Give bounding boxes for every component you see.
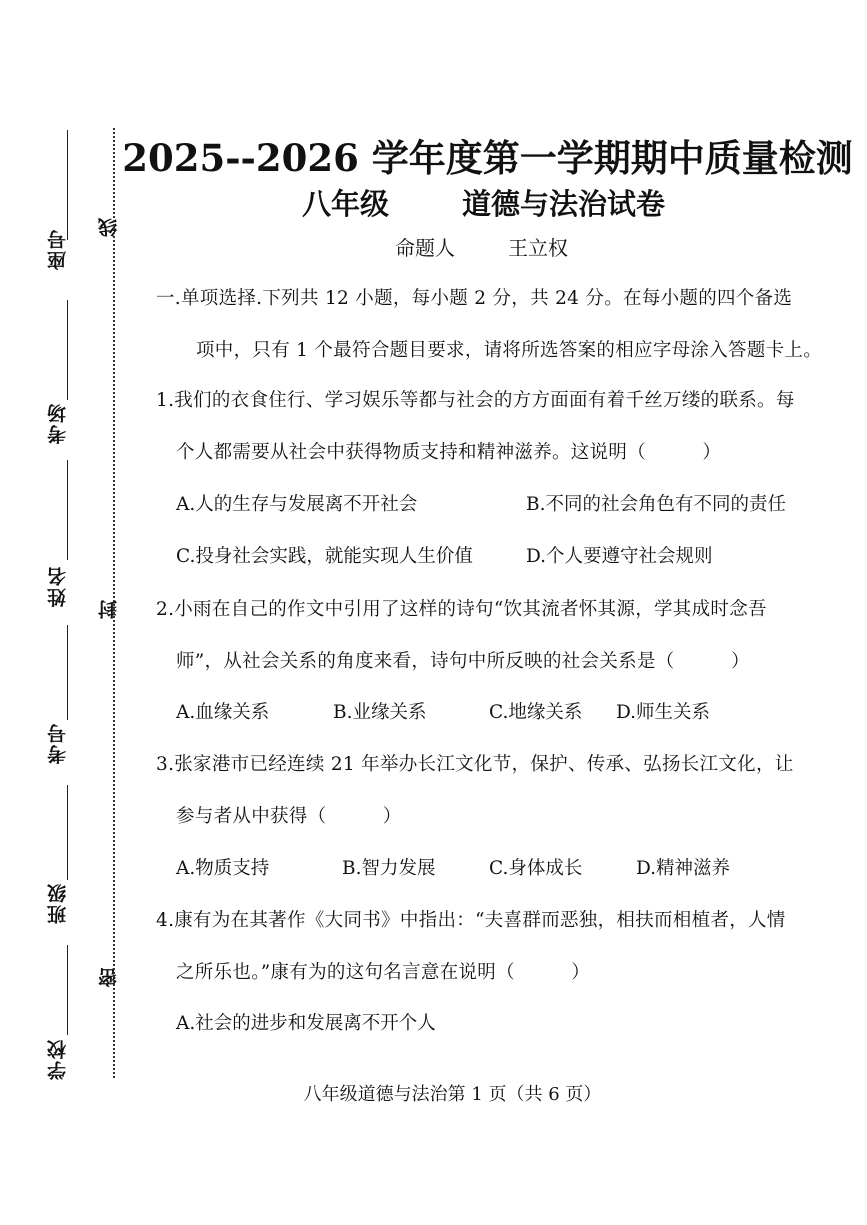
- question-text: 3.张家港市已经连续 21 年举办长江文化节，保护、传承、弘扬长江文化，让: [156, 754, 794, 775]
- seat-number-field: 座号: [47, 228, 69, 270]
- option-c: C.身体成长: [489, 858, 583, 879]
- class-field: 班级: [47, 882, 69, 924]
- margin-line: [67, 945, 68, 1035]
- seal-char-line: 线: [98, 218, 120, 237]
- option-b: B.不同的社会角色有不同的责任: [526, 494, 786, 515]
- option-b: B.智力发展: [342, 858, 436, 879]
- option-b: B.业缘关系: [333, 702, 427, 723]
- margin-line: [67, 460, 68, 560]
- cut-line: [113, 128, 115, 1078]
- option-a: A.物质支持: [176, 858, 270, 879]
- school-field: 学校: [47, 1038, 69, 1080]
- name-field: 姓名: [47, 565, 69, 607]
- exam-number-field: 考号: [47, 722, 69, 764]
- margin-line: [67, 625, 68, 720]
- question-text: 参与者从中获得（ ）: [176, 806, 402, 827]
- option-d: D.精神滋养: [636, 858, 731, 879]
- subject-label: 道德与法治试卷: [462, 187, 666, 221]
- question-text: 4.康有为在其著作《大同书》中指出：“夫喜群而恶独，相扶而相植者，人情: [156, 910, 786, 931]
- exam-room-field: 考场: [47, 402, 69, 444]
- grade-label: 八年级: [302, 187, 390, 221]
- question-text: 2.小雨在自己的作文中引用了这样的诗句“饮其流者怀其源，学其成时念吾: [156, 599, 767, 620]
- option-c: C.地缘关系: [489, 702, 583, 723]
- exam-title: 2025--2026 学年度第一学期期中质量检测: [122, 136, 853, 180]
- option-d: D.个人要遵守社会规则: [526, 546, 713, 567]
- option-c: C.投身社会实践，就能实现人生价值: [176, 546, 473, 567]
- option-a: A.人的生存与发展离不开社会: [176, 494, 418, 515]
- question-text: 个人都需要从社会中获得物质支持和精神滋养。这说明（ ）: [176, 442, 722, 463]
- section-heading-cont: 项中，只有 1 个最符合题目要求，请将所选答案的相应字母涂入答题卡上。: [196, 340, 823, 361]
- option-d: D.师生关系: [616, 702, 711, 723]
- section-heading: 一.单项选择.下列共 12 小题，每小题 2 分，共 24 分。在每小题的四个备选: [156, 288, 793, 309]
- seal-char-close: 密: [98, 968, 120, 987]
- margin-line: [67, 785, 68, 880]
- question-text: 师”，从社会关系的角度来看，诗句中所反映的社会关系是（ ）: [176, 651, 750, 672]
- page-footer: 八年级道德与法治第 1 页（共 6 页）: [303, 1084, 602, 1105]
- question-text: 之所乐也。”康有为的这句名言意在说明（ ）: [176, 962, 591, 983]
- author-name: 王立权: [508, 236, 568, 260]
- margin-line: [67, 300, 68, 400]
- question-text: 1.我们的衣食住行、学习娱乐等都与社会的方方面面有着千丝万缕的联系。每: [156, 390, 795, 411]
- option-a: A.社会的进步和发展离不开个人: [176, 1013, 436, 1034]
- author-label: 命题人: [395, 236, 455, 260]
- option-a: A.血缘关系: [176, 702, 270, 723]
- seal-char-seal: 封: [98, 600, 120, 619]
